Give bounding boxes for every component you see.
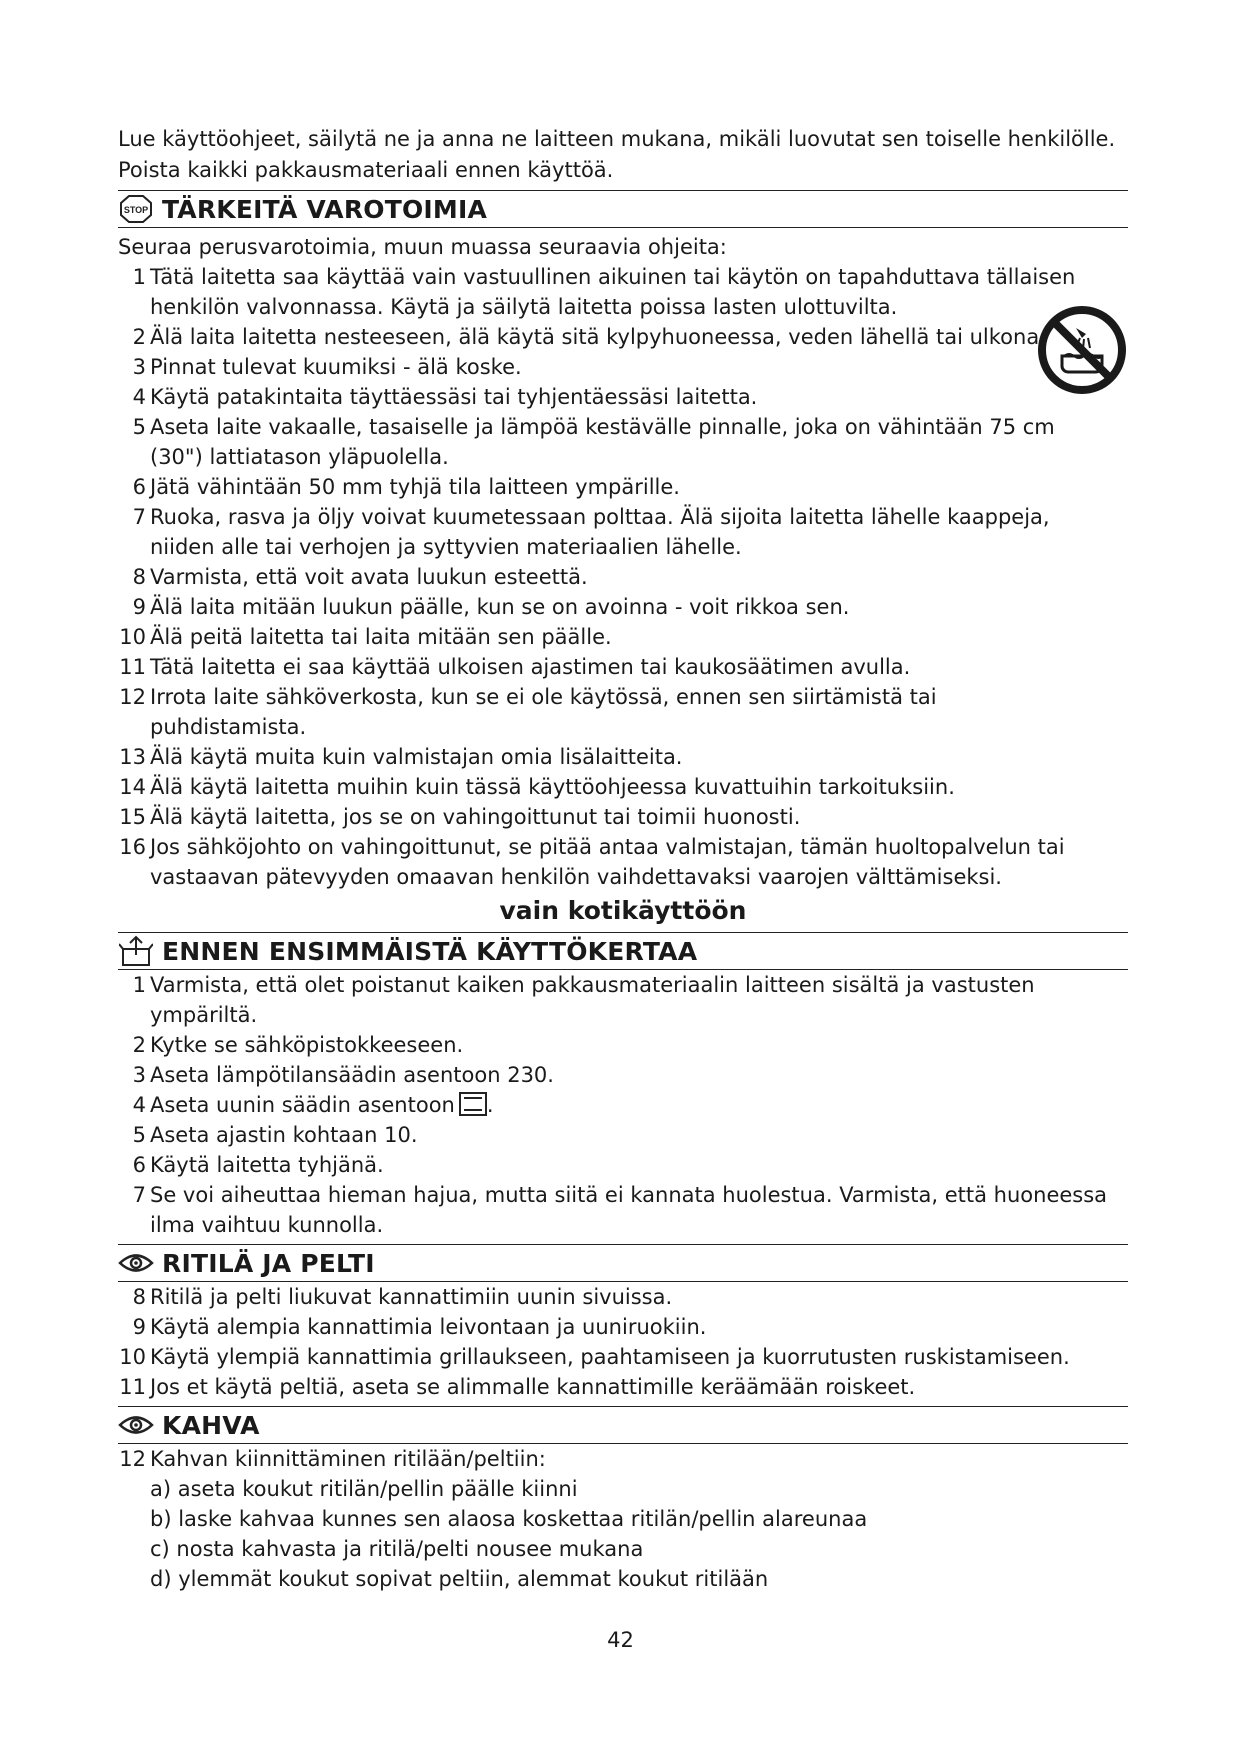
item-number: 5 xyxy=(132,1123,146,1147)
list-item: d) ylemmät koukut sopivat peltiin, alemmat koukut ritilään xyxy=(150,1567,769,1591)
list-item xyxy=(118,772,1128,802)
list-item xyxy=(118,1180,1128,1240)
item-number: 12 xyxy=(119,1447,146,1471)
domestic-use-note: vain kotikäyttöön xyxy=(499,896,747,925)
list-item xyxy=(118,1060,1128,1090)
item-text: Älä käytä laitetta, jos se on vahingoittunut tai toimii huonosti. xyxy=(150,805,801,829)
handle-steps xyxy=(118,1474,1128,1594)
item-number: 5 xyxy=(132,415,146,439)
item-text-suffix: . xyxy=(486,1093,494,1117)
item-text: Tätä laitetta saa käyttää vain vastuullinen aikuinen tai käytön on tapahduttava tällaisen henkilön valvonnassa. Käytä ja säilytä laitetta poissa lasten ulottuvilta. xyxy=(150,265,1076,319)
item-text: Käytä laitetta tyhjänä. xyxy=(150,1153,384,1177)
item-number: 10 xyxy=(119,1345,146,1369)
list-item xyxy=(118,1444,1128,1474)
list-item xyxy=(118,802,1128,832)
list-item xyxy=(118,502,1128,562)
list-item: a) aseta koukut ritilän/pellin päälle kiinni xyxy=(150,1477,578,1501)
item-text: Ritilä ja pelti liukuvat kannattimiin uunin sivuissa. xyxy=(150,1285,673,1309)
item-text: Aseta lämpötilansäädin asentoon 230. xyxy=(150,1063,554,1087)
item-text: Irrota laite sähköverkosta, kun se ei ole käytössä, ennen sen siirtämistä tai puhdistamista. xyxy=(150,685,937,739)
list-item xyxy=(118,970,1128,1030)
item-number: 2 xyxy=(132,325,146,349)
item-number: 1 xyxy=(132,973,146,997)
list-item xyxy=(118,412,1128,472)
first-use-header xyxy=(118,932,1128,970)
item-number: 3 xyxy=(132,1063,146,1087)
item-text: Aseta ajastin kohtaan 10. xyxy=(150,1123,418,1147)
handle-list xyxy=(118,1444,1128,1474)
list-item xyxy=(118,1312,1128,1342)
item-number: 6 xyxy=(132,1153,146,1177)
item-text: Varmista, että voit avata luukun esteettä. xyxy=(150,565,588,589)
stop-sign-label: STOP xyxy=(123,205,149,215)
oven-top-bottom-heat-icon xyxy=(459,1092,487,1116)
page-number: 42 xyxy=(607,1628,634,1652)
item-text: Jätä vähintään 50 mm tyhjä tila laitteen ympärille. xyxy=(150,475,680,499)
item-text: Jos sähköjohto on vahingoittunut, se pitää antaa valmistajan, tämän huoltopalvelun tai vastaavan pätevyyden omaavan henkilön vaihdettavaksi vaarojen välttämiseksi. xyxy=(150,835,1065,889)
stop-sign-icon xyxy=(118,194,154,224)
item-text-main: Aseta uunin säädin asentoon xyxy=(150,1093,455,1117)
list-item xyxy=(118,592,1128,622)
item-number: 7 xyxy=(132,1183,146,1207)
item-text: Älä laita mitään luukun päälle, kun se on avoinna - voit rikkoa sen. xyxy=(150,595,850,619)
list-item xyxy=(118,1150,1128,1180)
list-item xyxy=(118,1120,1128,1150)
item-number: 15 xyxy=(119,805,146,829)
list-item xyxy=(118,382,1128,412)
rack-header xyxy=(118,1244,1128,1282)
item-text: Kahvan kiinnittäminen ritilään/peltiin: xyxy=(150,1447,546,1471)
list-item xyxy=(118,1030,1128,1060)
list-item xyxy=(118,262,1128,322)
item-text: Älä käytä laitetta muihin kuin tässä käyttöohjeessa kuvattuihin tarkoituksiin. xyxy=(150,775,955,799)
item-text: Älä käytä muita kuin valmistajan omia lisälaitteita. xyxy=(150,745,683,769)
item-text: Se voi aiheuttaa hieman hajua, mutta siitä ei kannata huolestua. Varmista, että huoneessa ilma vaihtuu kunnolla. xyxy=(150,1183,1108,1237)
item-number: 12 xyxy=(119,685,146,709)
list-item xyxy=(118,622,1128,652)
list-item xyxy=(118,1282,1128,1312)
item-number: 2 xyxy=(132,1033,146,1057)
item-number: 10 xyxy=(119,625,146,649)
list-item xyxy=(118,1372,1128,1402)
first-use-title: ENNEN ENSIMMÄISTÄ KÄYTTÖKERTAA xyxy=(162,936,698,966)
list-item xyxy=(118,682,1128,742)
item-text: Käytä patakintaita täyttäessäsi tai tyhjentäessäsi laitetta. xyxy=(150,385,758,409)
item-number: 16 xyxy=(119,835,146,859)
intro-line-1: Lue käyttöohjeet, säilytä ne ja anna ne laitteen mukana, mikäli luovutat sen toiselle henkilölle. xyxy=(118,127,1116,151)
intro xyxy=(118,124,1128,186)
list-item xyxy=(118,472,1128,502)
item-number: 11 xyxy=(119,1375,146,1399)
list-item xyxy=(118,322,1128,352)
item-text: Käytä ylempiä kannattimia grillaukseen, paahtamiseen ja kuorrutusten ruskistamiseen. xyxy=(150,1345,1070,1369)
list-item xyxy=(118,352,1128,382)
intro-line-2: Poista kaikki pakkausmateriaali ennen käyttöä. xyxy=(118,158,614,182)
rack-list xyxy=(118,1282,1128,1402)
list-item: b) laske kahvaa kunnes sen alaosa koskettaa ritilän/pellin alareunaa xyxy=(150,1507,868,1531)
item-text: Varmista, että olet poistanut kaiken pakkausmateriaalin laitteen sisältä ja vastusten ympäriltä. xyxy=(150,973,1035,1027)
list-item xyxy=(118,1090,1128,1120)
item-number: 6 xyxy=(132,475,146,499)
item-text: Tätä laitetta ei saa käyttää ulkoisen ajastimen tai kaukosäätimen avulla. xyxy=(150,655,911,679)
item-text: Älä laita laitetta nesteeseen, älä käytä sitä kylpyhuoneessa, veden lähellä tai ulkona. xyxy=(150,325,1046,349)
warnings-list xyxy=(118,262,1128,892)
item-number: 8 xyxy=(132,565,146,589)
list-item xyxy=(118,832,1128,892)
item-text: Kytke se sähköpistokkeeseen. xyxy=(150,1033,464,1057)
rack-title: RITILÄ JA PELTI xyxy=(162,1248,375,1278)
warnings-lead: Seuraa perusvarotoimia, muun muassa seuraavia ohjeita: xyxy=(118,235,727,259)
no-bathroom-icon xyxy=(1036,304,1128,396)
item-text: Aseta laite vakaalle, tasaiselle ja lämpöä kestävälle pinnalle, joka on vähintään 75 cm (30") lattiatason yläpuolella. xyxy=(150,415,1055,469)
handle-title: KAHVA xyxy=(162,1410,260,1440)
item-text: Jos et käytä peltiä, aseta se alimmalle kannattimille keräämään roiskeet. xyxy=(150,1375,916,1399)
list-item xyxy=(118,652,1128,682)
list-item: c) nosta kahvasta ja ritilä/pelti nousee mukana xyxy=(150,1537,644,1561)
list-item xyxy=(118,742,1128,772)
list-item xyxy=(118,562,1128,592)
warnings-title: TÄRKEITÄ VAROTOIMIA xyxy=(162,194,488,224)
item-number: 11 xyxy=(119,655,146,679)
item-number: 1 xyxy=(132,265,146,289)
item-number: 13 xyxy=(119,745,146,769)
item-text xyxy=(150,1090,1128,1120)
warnings-header xyxy=(118,190,1128,228)
item-number: 7 xyxy=(132,505,146,529)
first-use-list xyxy=(118,970,1128,1240)
item-text: Käytä alempia kannattimia leivontaan ja uuniruokiin. xyxy=(150,1315,707,1339)
item-text: Pinnat tulevat kuumiksi - älä koske. xyxy=(150,355,522,379)
item-number: 9 xyxy=(132,595,146,619)
item-number: 9 xyxy=(132,1315,146,1339)
item-number: 4 xyxy=(132,1093,146,1117)
unpack-box-icon xyxy=(118,936,154,966)
item-number: 4 xyxy=(132,385,146,409)
eye-icon xyxy=(118,1248,154,1278)
eye-icon xyxy=(118,1410,154,1440)
document-page xyxy=(118,124,1128,1594)
item-number: 14 xyxy=(119,775,146,799)
item-text: Älä peitä laitetta tai laita mitään sen päälle. xyxy=(150,625,612,649)
item-number: 3 xyxy=(132,355,146,379)
list-item xyxy=(118,1342,1128,1372)
item-number: 8 xyxy=(132,1285,146,1309)
handle-header xyxy=(118,1406,1128,1444)
item-text: Ruoka, rasva ja öljy voivat kuumetessaan polttaa. Älä sijoita laitetta lähelle kaappeja, niiden alle tai verhojen ja syttyvien materiaalien lähelle. xyxy=(150,505,1050,559)
